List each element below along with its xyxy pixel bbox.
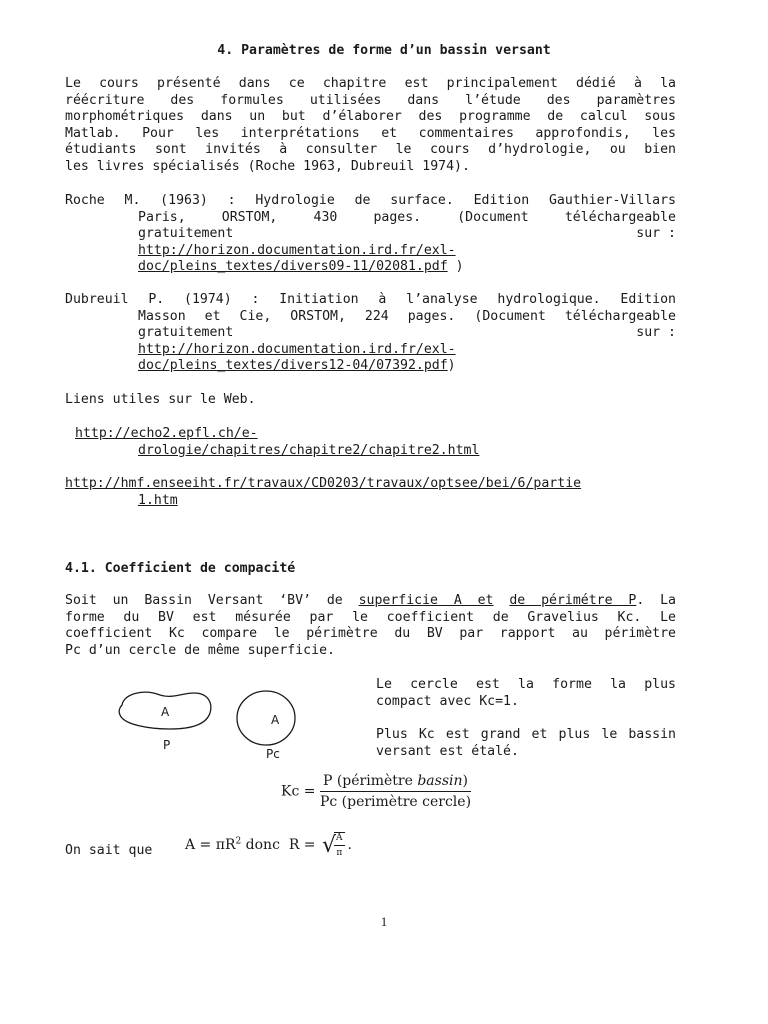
section-heading: 4.1. Coefficient de compacité xyxy=(65,561,296,576)
kc-denominator: Pc (perimètre cercle) xyxy=(319,794,472,810)
kc-formula xyxy=(281,773,471,810)
reference-dubreuil xyxy=(65,292,676,375)
underlined-term: superficie A et xyxy=(358,593,494,608)
reference-link[interactable]: doc/pleins_textes/divers09-11/02081.pdf xyxy=(138,259,448,275)
reference-link[interactable]: doc/pleins_textes/divers12-04/07392.pdf xyxy=(138,358,448,374)
kc-numerator-close: ) xyxy=(462,773,468,789)
area-exponent: 2 xyxy=(235,836,242,847)
kc-fraction xyxy=(320,773,471,810)
web-link-enseeiht xyxy=(65,476,581,509)
reference-download-line xyxy=(65,325,676,342)
circle-note: Le cercle est la forme la plus compact avec Kc=1. xyxy=(376,677,676,709)
web-link[interactable]: http://hmf.enseeiht.fr/travaux/CD0203/travaux/optsee/bei/6/partie xyxy=(65,476,582,491)
kc-numerator-text: P (périmètre xyxy=(322,773,418,789)
reference-citation: Dubreuil P. (1974) : Initiation à l’analyse hydrologique. Edition xyxy=(65,292,676,307)
reference-download-sur: sur : xyxy=(636,325,676,341)
page-number: 1 xyxy=(380,914,388,929)
area-formula-prefix: On sait que xyxy=(65,843,153,858)
web-link[interactable]: http://echo2.epfl.ch/e- xyxy=(75,426,258,441)
intro-line: Le cours présenté dans ce chapitre est principalement dédié à la xyxy=(65,76,676,91)
intro-line: morphométriques dans un but d’élaborer des programme de calcul sous xyxy=(65,109,676,125)
circle-shape xyxy=(237,691,295,745)
reference-tail: ) xyxy=(447,358,456,374)
web-link[interactable]: drologie/chapitres/chapitre2/chapitre2.html xyxy=(138,442,480,458)
links-heading: Liens utiles sur le Web. xyxy=(65,392,256,407)
basin-shapes-figure xyxy=(110,685,310,765)
sqrt-numerator: A xyxy=(334,833,345,846)
reference-details: Masson et Cie, ORSTOM, 224 pages. (Document téléchargeable xyxy=(138,308,676,324)
intro-line: Matlab. Pour les interprétations et commentaires approfondis, les xyxy=(65,125,676,141)
section-line xyxy=(65,593,676,610)
reference-download-sur: sur : xyxy=(636,226,676,242)
area-formula xyxy=(185,832,352,858)
kc-note: Plus Kc est grand et plus le bassin versant est étalé. xyxy=(376,727,676,759)
section-text xyxy=(494,593,510,608)
underlined-term: de périmétre P xyxy=(509,593,637,608)
sqrt-denominator: π xyxy=(336,848,343,858)
chapter-title: 4. Paramètres de forme d’un bassin versant xyxy=(217,43,551,58)
reference-link[interactable]: http://horizon.documentation.ird.fr/exl- xyxy=(138,242,456,258)
circle-area-label: A xyxy=(271,713,280,727)
kc-formula-lhs: Kc = xyxy=(281,783,316,800)
reference-link-line xyxy=(65,259,676,276)
area-expression-donc: donc R = xyxy=(241,837,320,853)
section-paragraph xyxy=(65,593,676,659)
circle-perimeter-label: Pc xyxy=(266,747,280,761)
web-link[interactable]: 1.htm xyxy=(138,492,178,508)
intro-line: les livres spécialisés (Roche 1963, Dubreuil 1974). xyxy=(65,158,470,174)
area-expression: A = πR xyxy=(185,837,236,853)
sqrt-icon: √ xyxy=(322,832,337,858)
basin-perimeter-label: P xyxy=(163,738,171,752)
reference-download-label: gratuitement xyxy=(138,226,234,242)
section-line: Pc d’un cercle de même superficie. xyxy=(65,642,335,658)
basin-area-label: A xyxy=(161,705,170,719)
section-line: forme du BV est mésurée par le coefficient de Gravelius Kc. Le xyxy=(65,609,676,625)
reference-link-line xyxy=(65,342,676,359)
kc-numerator xyxy=(320,773,471,792)
intro-line: étudiants sont invités à consulter le cours d’hydrologie, ou bien xyxy=(65,142,676,158)
reference-link[interactable]: http://horizon.documentation.ird.fr/exl- xyxy=(138,341,456,357)
reference-download-label: gratuitement xyxy=(138,325,234,341)
reference-link-line xyxy=(65,243,676,260)
reference-details: Paris, ORSTOM, 430 pages. (Document téléchargeable xyxy=(138,209,676,225)
reference-download-line xyxy=(65,226,676,243)
section-text: Soit un Bassin Versant ‘BV’ de xyxy=(65,593,359,608)
sqrt-fraction xyxy=(334,832,345,858)
web-link-epfl xyxy=(75,426,479,459)
reference-citation: Roche M. (1963) : Hydrologie de surface. Edition Gauthier-Villars xyxy=(65,193,676,208)
intro-line: réécriture des formules utilisées dans l’étude des paramètres xyxy=(65,92,676,108)
reference-tail: ) xyxy=(447,259,464,275)
kc-numerator-italic: bassin xyxy=(417,773,463,789)
reference-roche xyxy=(65,193,676,276)
reference-link-line xyxy=(65,358,676,375)
area-formula-period: . xyxy=(347,837,352,853)
intro-paragraph xyxy=(65,76,676,176)
section-text: . La xyxy=(636,593,676,608)
section-line: coefficient Kc compare le périmètre du BV par rapport au périmètre xyxy=(65,626,676,642)
